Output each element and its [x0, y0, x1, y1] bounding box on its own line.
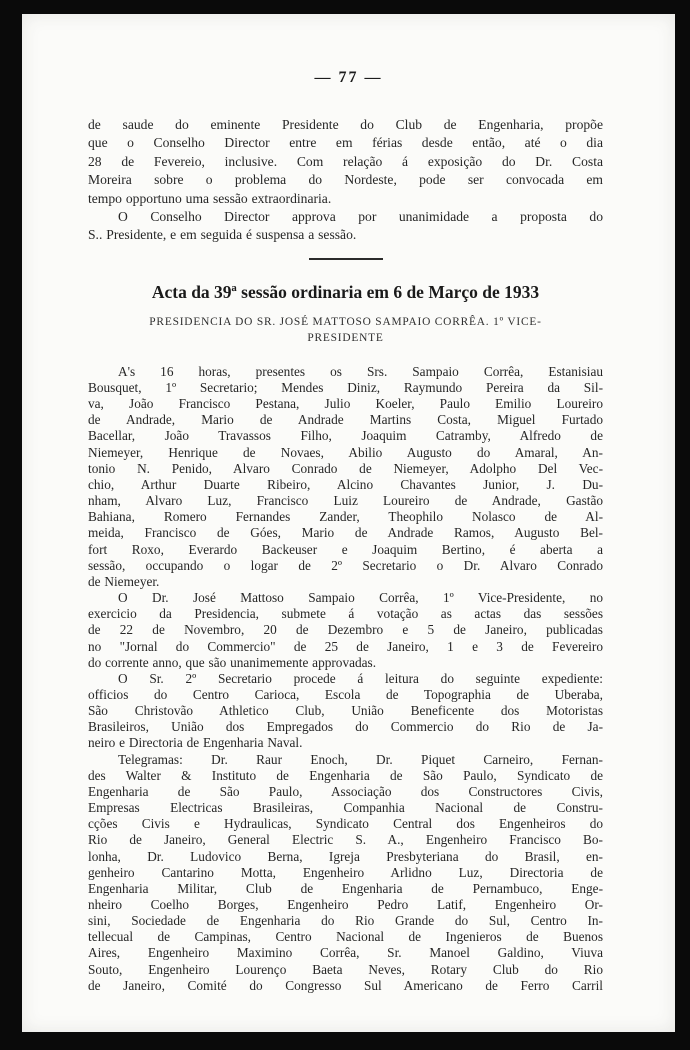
- text-line: 28 de Fevereio, inclusive. Com relação á exposição do Dr. Costa: [88, 153, 603, 169]
- text-line: Engenharia de São Paulo, Associação dos Constructores Civis,: [88, 783, 603, 799]
- text-line: Telegramas: Dr. Raur Enoch, Dr. Piquet Carneiro, Fernan-: [118, 751, 603, 767]
- text-line: nham, Alvaro Luz, Francisco Luiz Loureiro de Andrade, Gastão: [88, 493, 603, 509]
- text-line: Bousquet, 1º Secretario; Mendes Diniz, Raymundo Pereira da Sil-: [88, 380, 603, 395]
- text-line: Brasileiros, União dos Empregados do Commercio do Rio de Ja-: [88, 719, 603, 735]
- page-number: — 77 —: [314, 69, 383, 86]
- text-line: Moreira sobre o problema do Nordeste, pode ser convocada em: [88, 172, 603, 188]
- text-line: O Sr. 2º Secretario procede á leitura do seguinte expediente:: [118, 670, 603, 686]
- text-line: de 22 de Novembro, 20 de Dezembro e 5 de Janeiro, publicadas: [88, 622, 603, 638]
- text-line: Empresas Electricas Brasileiras, Companhia Nacional de Constru-: [88, 800, 603, 816]
- text-line: exercicio da Presidencia, submete á votação as actas das sessões: [88, 606, 603, 622]
- text-line: S.. Presidente, e em seguida é suspensa a sessão.: [88, 227, 357, 243]
- text-line: sessão, occupando o logar de 2º Secretario o Dr. Alvaro Conrado: [88, 557, 603, 573]
- text-line: Bacellar, João Travassos Filho, Joaquim Catramby, Alfredo de: [88, 428, 603, 444]
- text-line: neiro e Directoria de Engenharia Naval.: [88, 735, 303, 751]
- text-line: São Christovão Athletico Club, União Beneficente dos Motoristas: [88, 703, 603, 719]
- text-line: tonio N. Penido, Alvaro Conrado de Niemeyer, Adolpho Del Vec-: [88, 460, 603, 476]
- text-line: genheiro Cantarino Motta, Engenheiro Arlidno Luz, Directoria de: [88, 864, 603, 880]
- text-line: lonha, Dr. Ludovico Berna, Igreja Presbyteriana do Brasil, en-: [88, 848, 603, 864]
- presidency-subheading-line1: PRESIDENCIA DO SR. JOSÉ MATTOSO SAMPAIO CORRÊA. 1º VICE-: [149, 315, 542, 328]
- text-line: O Dr. José Mattoso Sampaio Corrêa, 1º Vice-Presidente, no: [118, 590, 603, 606]
- text-line: sini, Sociedade de Engenharia do Rio Grande do Sul, Centro In-: [88, 913, 603, 929]
- text-line: de Janeiro, Comité do Congresso Sul Americano de Ferro Carril: [88, 977, 603, 993]
- text-line: Engenharia Militar, Club de Engenharia de Pernambuco, Enge-: [88, 880, 603, 896]
- section-divider-rule: [309, 258, 383, 260]
- text-line: des Walter & Instituto de Engenharia de São Paulo, Syndicato de: [88, 767, 603, 783]
- session-title: Acta da 39ª sessão ordinaria em 6 de Março de 1933: [151, 281, 540, 302]
- text-line: O Conselho Director approva por unanimidade a proposta do: [118, 209, 603, 225]
- text-line: Rio de Janeiro, General Electric S. A., Engenheiro Francisco Bo-: [88, 832, 603, 848]
- text-column: [88, 116, 603, 994]
- session-minutes-paragraphs: [88, 364, 603, 994]
- text-line: Bahiana, Romero Fernandes Zander, Theophilo Nolasco de Al-: [88, 509, 603, 525]
- presidency-subheading: [88, 314, 603, 346]
- text-line: de Niemeyer.: [88, 573, 160, 589]
- text-line: Niemeyer, Henrique de Novaes, Abilio Augusto do Amaral, An-: [88, 444, 603, 460]
- text-line: cções Civis e Hydraulicas, Syndicato Central dos Engenheiros do: [88, 816, 603, 832]
- text-line: nheiro Coelho Borges, Engenheiro Pedro Latif, Engenheiro Or-: [88, 897, 603, 912]
- text-line: Aires, Engenheiro Maximino Corrêa, Sr. Manoel Galdino, Viuva: [88, 945, 603, 961]
- text-line: que o Conselho Director entre em férias desde então, até o dia: [88, 135, 603, 151]
- text-line: officios do Centro Carioca, Escola de Topographia de Uberaba,: [88, 686, 603, 702]
- text-line: fort Roxo, Everardo Backeuser e Joaquim Bertino, é aberta a: [88, 541, 603, 557]
- document-page: [22, 14, 675, 1032]
- text-line: do corrente anno, que são unanimemente approvadas.: [88, 654, 377, 670]
- text-line: de Andrade, Mario de Andrade Martins Costa, Miguel Furtado: [88, 412, 603, 428]
- text-line: tellecual de Campinas, Centro Nacional de Ingenieros de Buenos: [88, 929, 603, 945]
- text-line: Souto, Engenheiro Lourenço Baeta Neves, Rotary Club do Rio: [88, 961, 603, 977]
- text-line: tempo opportuno uma sessão extraordinaria.: [88, 190, 332, 206]
- text-line: A's 16 horas, presentes os Srs. Sampaio Corrêa, Estanisiau: [118, 363, 603, 379]
- text-line: no "Jornal do Commercio" de 25 de Janeiro, 1 e 3 de Fevereiro: [88, 638, 603, 654]
- previous-session-closing-paragraphs: [88, 116, 603, 245]
- presidency-subheading-line2: PRESIDENTE: [307, 331, 384, 344]
- text-line: de saude do eminente Presidente do Club de Engenharia, propõe: [88, 117, 603, 132]
- text-line: va, João Francisco Pestana, Julio Koeler, Paulo Emilio Loureiro: [88, 396, 603, 412]
- text-line: meida, Francisco de Góes, Mario de Andrade Ramos, Augusto Bel-: [88, 525, 603, 541]
- text-line: chio, Arthur Duarte Ribeiro, Alcino Chavantes Junior, J. Du-: [88, 476, 603, 492]
